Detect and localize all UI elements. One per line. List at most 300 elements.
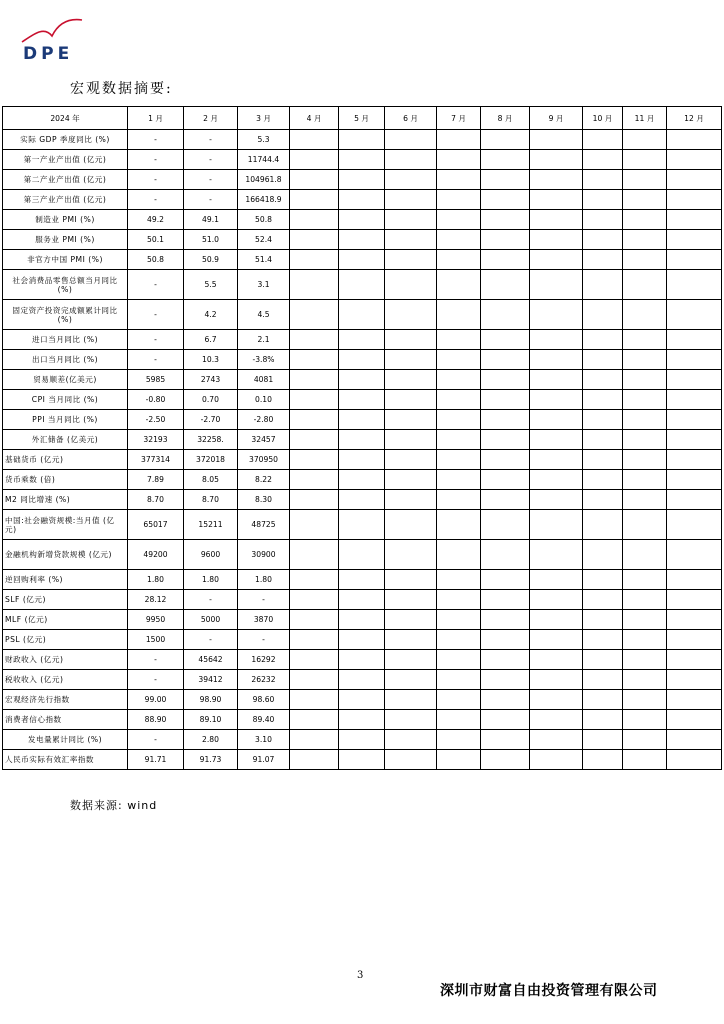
table-cell	[481, 230, 530, 250]
row-label: 宏观经济先行指数	[3, 690, 128, 710]
table-cell	[437, 750, 481, 770]
table-cell: -	[128, 330, 184, 350]
table-cell	[530, 710, 583, 730]
table-cell	[290, 170, 339, 190]
table-cell	[385, 610, 437, 630]
table-cell	[481, 730, 530, 750]
table-row	[3, 570, 722, 590]
table-cell: 51.4	[238, 250, 290, 270]
table-cell	[481, 630, 530, 650]
table-cell	[385, 470, 437, 490]
table-cell	[437, 300, 481, 330]
table-cell	[583, 630, 623, 650]
table-cell: 370950	[238, 450, 290, 470]
table-cell	[667, 690, 722, 710]
table-cell: 49.1	[184, 210, 238, 230]
table-cell	[530, 450, 583, 470]
row-label: PSL (亿元)	[3, 630, 128, 650]
table-cell	[623, 350, 667, 370]
table-cell	[667, 450, 722, 470]
table-cell: -	[128, 670, 184, 690]
table-cell	[290, 430, 339, 450]
table-cell	[623, 450, 667, 470]
table-cell	[667, 250, 722, 270]
table-cell	[667, 670, 722, 690]
table-cell	[481, 300, 530, 330]
table-cell	[339, 250, 385, 270]
table-cell: 8.22	[238, 470, 290, 490]
logo-text: DPE	[23, 44, 74, 64]
table-cell	[481, 350, 530, 370]
table-cell	[290, 750, 339, 770]
table-cell	[290, 190, 339, 210]
table-row	[3, 150, 722, 170]
table-cell: 32193	[128, 430, 184, 450]
table-cell	[385, 270, 437, 300]
row-label: MLF (亿元)	[3, 610, 128, 630]
table-cell	[339, 670, 385, 690]
table-cell	[667, 370, 722, 390]
table-cell: 7.89	[128, 470, 184, 490]
table-cell	[481, 490, 530, 510]
table-cell: 4081	[238, 370, 290, 390]
table-cell: 91.73	[184, 750, 238, 770]
table-cell: -	[128, 350, 184, 370]
table-cell	[290, 150, 339, 170]
table-cell	[339, 170, 385, 190]
table-cell: 5.3	[238, 130, 290, 150]
table-cell	[481, 210, 530, 230]
table-cell	[583, 610, 623, 630]
table-cell	[385, 540, 437, 570]
table-cell	[437, 570, 481, 590]
table-cell	[667, 170, 722, 190]
row-label: CPI 当月同比 (%)	[3, 390, 128, 410]
table-row	[3, 430, 722, 450]
table-row	[3, 540, 722, 570]
table-cell	[339, 410, 385, 430]
table-cell	[667, 610, 722, 630]
table-cell	[530, 170, 583, 190]
table-cell	[339, 300, 385, 330]
table-cell	[290, 590, 339, 610]
row-label: M2 同比增速 (%)	[3, 490, 128, 510]
table-cell: 3.10	[238, 730, 290, 750]
table-row	[3, 170, 722, 190]
table-cell: -	[128, 300, 184, 330]
table-cell: 1.80	[128, 570, 184, 590]
table-cell	[290, 670, 339, 690]
table-cell	[290, 710, 339, 730]
table-cell	[530, 570, 583, 590]
table-cell	[437, 150, 481, 170]
table-cell	[583, 190, 623, 210]
table-cell	[481, 330, 530, 350]
table-cell	[667, 410, 722, 430]
table-cell	[481, 270, 530, 300]
table-cell: 2.1	[238, 330, 290, 350]
table-cell	[385, 670, 437, 690]
table-cell	[290, 690, 339, 710]
table-row	[3, 370, 722, 390]
table-cell: 9600	[184, 540, 238, 570]
table-cell	[385, 350, 437, 370]
table-cell	[583, 510, 623, 540]
table-cell	[290, 350, 339, 370]
table-cell: 50.9	[184, 250, 238, 270]
table-row	[3, 270, 722, 300]
table-cell	[437, 270, 481, 300]
table-cell: 48725	[238, 510, 290, 540]
table-cell	[583, 150, 623, 170]
table-cell	[339, 270, 385, 300]
row-label: 中国:社会融资规模:当月值 (亿元)	[3, 510, 128, 540]
table-cell	[667, 150, 722, 170]
table-cell	[530, 250, 583, 270]
table-cell	[290, 330, 339, 350]
table-row	[3, 300, 722, 330]
table-cell	[437, 710, 481, 730]
table-cell	[530, 350, 583, 370]
table-cell	[583, 590, 623, 610]
table-cell: 0.70	[184, 390, 238, 410]
table-cell	[667, 490, 722, 510]
table-cell	[437, 450, 481, 470]
row-label: 税收收入 (亿元)	[3, 670, 128, 690]
table-cell	[437, 650, 481, 670]
table-cell	[339, 130, 385, 150]
header-month: 7 月	[437, 107, 481, 130]
table-cell	[290, 390, 339, 410]
row-label: 基础货币 (亿元)	[3, 450, 128, 470]
row-label: 消费者信心指数	[3, 710, 128, 730]
table-cell	[530, 630, 583, 650]
table-cell	[339, 390, 385, 410]
table-cell	[339, 150, 385, 170]
table-row	[3, 510, 722, 540]
table-cell: 45642	[184, 650, 238, 670]
table-cell	[530, 390, 583, 410]
table-cell	[530, 540, 583, 570]
table-cell	[583, 270, 623, 300]
table-cell	[437, 490, 481, 510]
table-cell	[667, 300, 722, 330]
table-cell	[290, 210, 339, 230]
table-cell: 91.71	[128, 750, 184, 770]
table-cell	[667, 190, 722, 210]
table-cell	[290, 570, 339, 590]
table-cell	[437, 690, 481, 710]
table-cell	[481, 540, 530, 570]
table-cell	[481, 570, 530, 590]
table-cell	[667, 210, 722, 230]
row-label: 逆回购利率 (%)	[3, 570, 128, 590]
table-cell: -3.8%	[238, 350, 290, 370]
table-row	[3, 330, 722, 350]
table-cell	[437, 470, 481, 490]
table-cell: -	[128, 270, 184, 300]
table-cell	[583, 650, 623, 670]
row-label: 金融机构新增贷款规模 (亿元)	[3, 540, 128, 570]
table-cell	[667, 540, 722, 570]
table-cell	[623, 190, 667, 210]
table-cell	[385, 510, 437, 540]
table-cell	[583, 170, 623, 190]
table-cell	[583, 390, 623, 410]
table-row	[3, 250, 722, 270]
table-cell	[437, 130, 481, 150]
table-cell: -	[128, 130, 184, 150]
table-cell	[481, 710, 530, 730]
table-row	[3, 710, 722, 730]
table-cell	[530, 370, 583, 390]
table-cell	[583, 490, 623, 510]
table-cell	[530, 430, 583, 450]
table-row	[3, 670, 722, 690]
table-cell	[385, 300, 437, 330]
table-cell	[481, 450, 530, 470]
header-month: 5 月	[339, 107, 385, 130]
table-cell	[385, 630, 437, 650]
header-month: 10 月	[583, 107, 623, 130]
table-cell: 28.12	[128, 590, 184, 610]
table-cell	[385, 450, 437, 470]
table-cell	[667, 650, 722, 670]
table-cell: 5.5	[184, 270, 238, 300]
table-cell: -2.50	[128, 410, 184, 430]
table-cell	[667, 750, 722, 770]
table-cell	[437, 390, 481, 410]
table-cell	[437, 170, 481, 190]
table-cell: -2.70	[184, 410, 238, 430]
table-cell	[290, 630, 339, 650]
table-cell: 26232	[238, 670, 290, 690]
header-year: 2024 年	[3, 107, 128, 130]
row-label: 财政收入 (亿元)	[3, 650, 128, 670]
header-month: 12 月	[667, 107, 722, 130]
table-row	[3, 190, 722, 210]
table-cell: 99.00	[128, 690, 184, 710]
table-cell	[437, 330, 481, 350]
table-cell	[530, 190, 583, 210]
table-cell: 8.70	[128, 490, 184, 510]
table-cell	[385, 370, 437, 390]
table-cell	[385, 590, 437, 610]
table-cell: 3870	[238, 610, 290, 630]
company-name: 深圳市财富自由投资管理有限公司	[440, 983, 658, 999]
table-cell	[623, 150, 667, 170]
row-label: 非官方中国 PMI (%)	[3, 250, 128, 270]
table-cell	[530, 590, 583, 610]
table-cell: -	[238, 590, 290, 610]
table-cell	[623, 750, 667, 770]
table-cell	[667, 730, 722, 750]
table-cell: -0.80	[128, 390, 184, 410]
table-cell	[290, 230, 339, 250]
row-label: 人民币实际有效汇率指数	[3, 750, 128, 770]
table-cell	[583, 750, 623, 770]
table-cell	[623, 490, 667, 510]
table-cell	[437, 250, 481, 270]
table-cell	[385, 410, 437, 430]
table-body	[3, 130, 722, 770]
table-cell	[623, 250, 667, 270]
table-cell	[385, 650, 437, 670]
table-row	[3, 470, 722, 490]
table-cell	[437, 410, 481, 430]
table-cell	[385, 690, 437, 710]
table-cell	[530, 210, 583, 230]
table-cell	[481, 610, 530, 630]
table-cell: 98.90	[184, 690, 238, 710]
row-label: 贸易顺差(亿美元)	[3, 370, 128, 390]
header-month: 1 月	[128, 107, 184, 130]
table-cell: 8.70	[184, 490, 238, 510]
table-cell: 39412	[184, 670, 238, 690]
table-cell	[623, 710, 667, 730]
table-cell	[623, 370, 667, 390]
table-row	[3, 650, 722, 670]
table-cell	[437, 630, 481, 650]
table-cell	[481, 410, 530, 430]
table-cell	[583, 540, 623, 570]
table-row	[3, 130, 722, 150]
header-month: 11 月	[623, 107, 667, 130]
table-cell	[623, 570, 667, 590]
table-cell	[530, 410, 583, 430]
table-cell	[583, 350, 623, 370]
row-label: 发电量累计同比 (%)	[3, 730, 128, 750]
row-label: 实际 GDP 季度同比 (%)	[3, 130, 128, 150]
table-cell	[290, 300, 339, 330]
table-cell: 89.10	[184, 710, 238, 730]
table-cell	[530, 300, 583, 330]
table-row	[3, 590, 722, 610]
table-cell: 52.4	[238, 230, 290, 250]
header-month: 6 月	[385, 107, 437, 130]
table-cell	[481, 250, 530, 270]
table-cell	[583, 570, 623, 590]
table-cell	[583, 690, 623, 710]
macro-data-table	[2, 106, 722, 770]
table-cell	[385, 190, 437, 210]
table-cell	[623, 390, 667, 410]
table-cell	[667, 630, 722, 650]
table-row	[3, 690, 722, 710]
row-label: 出口当月同比 (%)	[3, 350, 128, 370]
table-cell	[437, 210, 481, 230]
table-cell	[481, 470, 530, 490]
table-cell: 50.8	[238, 210, 290, 230]
table-cell	[623, 470, 667, 490]
section-title: 宏观数据摘要:	[70, 81, 173, 97]
table-cell: 377314	[128, 450, 184, 470]
table-row	[3, 750, 722, 770]
table-cell: -	[128, 190, 184, 210]
table-cell	[623, 210, 667, 230]
table-cell	[385, 250, 437, 270]
table-cell	[583, 710, 623, 730]
table-cell	[583, 230, 623, 250]
table-cell: 4.5	[238, 300, 290, 330]
table-cell	[530, 690, 583, 710]
table-cell	[530, 650, 583, 670]
table-cell	[290, 610, 339, 630]
table-cell: 1.80	[238, 570, 290, 590]
table-cell	[437, 430, 481, 450]
table-cell	[623, 130, 667, 150]
table-cell	[481, 670, 530, 690]
table-cell	[481, 430, 530, 450]
table-cell: 8.30	[238, 490, 290, 510]
table-cell	[481, 390, 530, 410]
header-month: 4 月	[290, 107, 339, 130]
table-row	[3, 450, 722, 470]
table-cell	[530, 270, 583, 300]
table-cell	[583, 370, 623, 390]
table-cell	[290, 250, 339, 270]
table-cell: 3.1	[238, 270, 290, 300]
table-cell: -	[238, 630, 290, 650]
table-cell	[290, 540, 339, 570]
table-cell	[583, 470, 623, 490]
table-cell	[481, 590, 530, 610]
table-cell	[623, 170, 667, 190]
row-label: 社会消费品零售总额当月同比 (%)	[3, 270, 128, 300]
table-row	[3, 410, 722, 430]
table-cell: -	[128, 730, 184, 750]
table-cell: 15211	[184, 510, 238, 540]
table-cell: 166418.9	[238, 190, 290, 210]
table-cell	[339, 490, 385, 510]
table-cell: -2.80	[238, 410, 290, 430]
table-cell	[530, 730, 583, 750]
header-month: 9 月	[530, 107, 583, 130]
table-cell: 65017	[128, 510, 184, 540]
header-month: 8 月	[481, 107, 530, 130]
row-label: 固定资产投资完成额累计同比 (%)	[3, 300, 128, 330]
table-cell	[623, 590, 667, 610]
table-cell: 91.07	[238, 750, 290, 770]
table-cell	[623, 300, 667, 330]
table-cell: 10.3	[184, 350, 238, 370]
data-source-note: 数据来源: wind	[70, 799, 158, 812]
table-cell: -	[128, 170, 184, 190]
table-row	[3, 390, 722, 410]
table-cell	[385, 430, 437, 450]
table-cell	[623, 410, 667, 430]
table-cell	[437, 350, 481, 370]
table-cell	[290, 370, 339, 390]
table-cell	[623, 610, 667, 630]
table-row	[3, 350, 722, 370]
table-cell: -	[184, 150, 238, 170]
table-cell	[667, 470, 722, 490]
table-cell	[339, 590, 385, 610]
table-cell	[481, 650, 530, 670]
table-cell	[623, 430, 667, 450]
table-cell	[339, 630, 385, 650]
table-cell	[339, 350, 385, 370]
table-cell	[437, 370, 481, 390]
table-cell: 1500	[128, 630, 184, 650]
table-cell	[583, 670, 623, 690]
page-number: 3	[357, 970, 364, 981]
row-label: 货币乘数 (倍)	[3, 470, 128, 490]
table-cell	[339, 430, 385, 450]
table-cell	[339, 690, 385, 710]
table-cell	[530, 510, 583, 540]
